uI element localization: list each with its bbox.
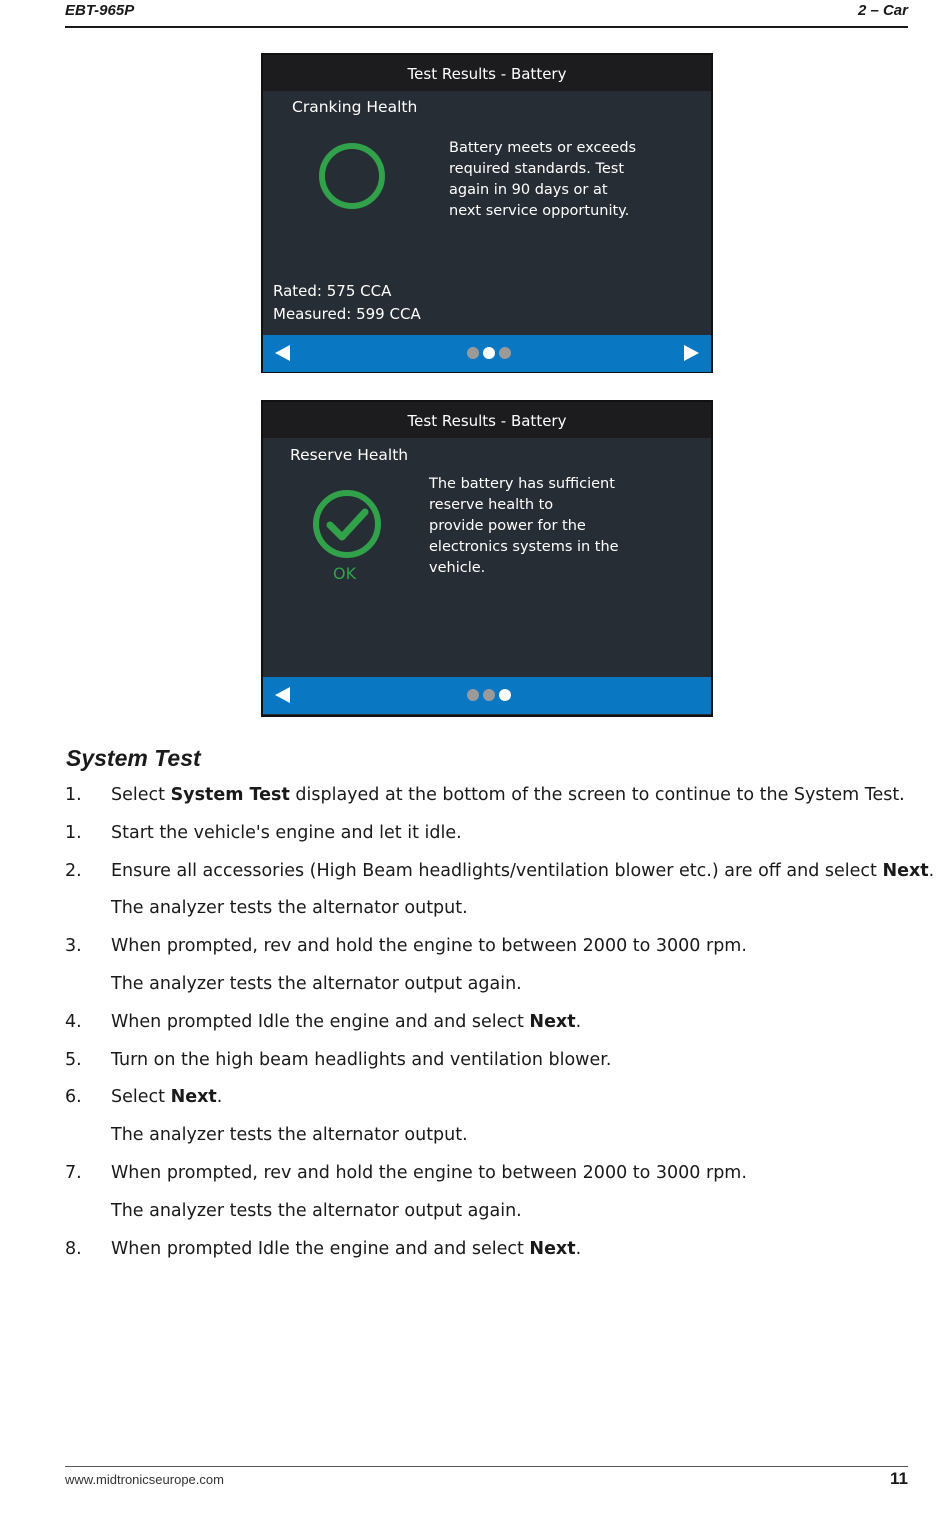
step-text-part: The analyzer tests the alternator output again.: [111, 1200, 522, 1221]
prev-arrow-icon[interactable]: [275, 687, 290, 703]
step-text: [111, 1087, 222, 1107]
step-number: 3.: [65, 936, 82, 957]
reserve-health-screen: [261, 400, 713, 717]
step-number: 7.: [65, 1163, 82, 1183]
check-circle-icon: [311, 488, 383, 560]
result-message: Battery meets or exceeds required standards. Test again in 90 days or at next service opportunity.: [449, 140, 637, 219]
step-text-part: Select: [111, 1087, 171, 1108]
ring-icon: [317, 141, 387, 211]
step-text: [111, 974, 522, 994]
screen-title: Test Results - Battery: [263, 402, 711, 438]
status-ok-label: OK: [333, 564, 357, 583]
page-dot: [483, 689, 495, 701]
next-arrow-icon[interactable]: [684, 345, 699, 361]
chapter-label: 2 – Car: [857, 2, 908, 19]
cranking-health-screen: [261, 53, 713, 373]
step-text-part: When prompted Idle the engine and and select: [111, 1238, 530, 1259]
step-number: 8.: [65, 1238, 82, 1259]
step-keyword: Next: [170, 1087, 217, 1108]
page-number: 11: [890, 1469, 908, 1488]
screen-subtitle: Cranking Health: [292, 98, 418, 116]
page-dot: [467, 689, 479, 701]
step-text-part: .: [216, 1087, 223, 1108]
doc-model-label: EBT-965P: [65, 2, 135, 19]
step-text: [111, 785, 905, 805]
measured-value: Measured: 599 CCA: [273, 305, 421, 323]
step-text: [111, 1201, 522, 1221]
step-text: [111, 861, 934, 881]
step-text-part: When prompted, rev and hold the engine to between 2000 to 3000 rpm.: [111, 936, 747, 957]
step-number: 6.: [65, 1087, 82, 1108]
step-number: 1.: [65, 785, 82, 805]
step-text-part: displayed at the bottom of the screen to continue to the System Test.: [289, 785, 905, 805]
step-text-part: .: [575, 1011, 582, 1032]
screen-subtitle: Reserve Health: [290, 446, 409, 464]
step-number: 1.: [65, 822, 82, 843]
step-text-part: Start the vehicle's engine and let it idle.: [111, 822, 462, 843]
step-text-part: When prompted, rev and hold the engine to between 2000 to 3000 rpm.: [111, 1163, 747, 1183]
rated-value: Rated: 575 CCA: [273, 282, 392, 300]
step-keyword: Next: [529, 1238, 576, 1259]
step-text-part: The analyzer tests the alternator output.: [111, 898, 468, 919]
nav-bar: [263, 677, 711, 714]
result-message: The battery has sufficient reserve health to provide power for the electronics systems in the vehicle.: [429, 476, 619, 576]
step-text-part: When prompted Idle the engine and and select: [111, 1011, 530, 1032]
step-keyword: Next: [882, 860, 929, 881]
page-dot: [467, 347, 479, 359]
step-text: [111, 898, 468, 918]
page-dot-active: [499, 689, 511, 701]
step-number: 5.: [65, 1049, 82, 1070]
step-text: [111, 936, 747, 956]
prev-arrow-icon[interactable]: [275, 345, 290, 361]
footer-rule: [65, 1466, 908, 1467]
website-link[interactable]: www.midtronicseurope.com: [65, 1472, 224, 1487]
step-text-part: .: [575, 1238, 582, 1259]
header-rule: [65, 26, 908, 28]
page-indicator: [467, 689, 511, 701]
page-indicator: [467, 347, 511, 359]
step-text-part: Ensure all accessories (High Beam headlights/ventilation blower etc.) are off and select: [111, 860, 883, 881]
step-keyword: Next: [529, 1011, 576, 1032]
screen-title: Test Results - Battery: [263, 55, 711, 91]
step-text: [111, 823, 462, 843]
step-text: [111, 1125, 468, 1145]
step-text-part: Select: [111, 785, 171, 805]
step-text-part: .: [928, 860, 935, 881]
step-number: 2.: [65, 860, 82, 881]
step-keyword: System Test: [170, 785, 290, 805]
step-text: [111, 1163, 747, 1183]
step-text: [111, 1050, 611, 1070]
nav-bar: [263, 335, 711, 372]
step-text: [111, 1239, 581, 1259]
step-text-part: The analyzer tests the alternator output.: [111, 1125, 468, 1146]
page-dot-active: [483, 347, 495, 359]
step-text: [111, 1012, 581, 1032]
section-title: System Test: [66, 745, 201, 771]
step-number: 4.: [65, 1011, 82, 1032]
step-text-part: Turn on the high beam headlights and ventilation blower.: [111, 1049, 612, 1070]
step-text-part: The analyzer tests the alternator output again.: [111, 974, 522, 994]
page-dot: [499, 347, 511, 359]
